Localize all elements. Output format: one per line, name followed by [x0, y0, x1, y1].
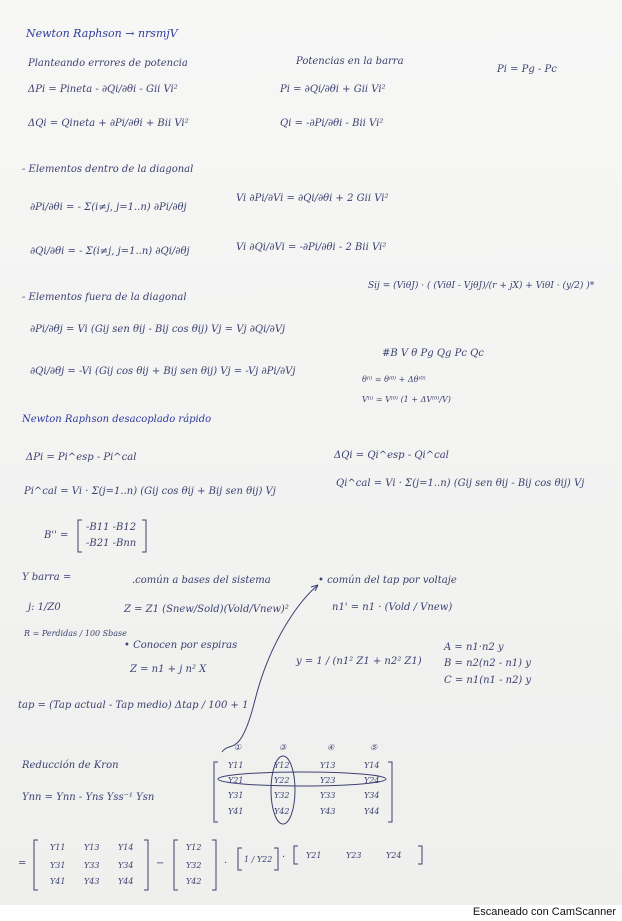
delta-q-equation: ΔQi = Qineta + ∂Pi/∂θi + Bii Vi² [28, 118, 189, 129]
matrix-cell: Y13 [320, 761, 336, 770]
ybarra-label: Y barra = [22, 572, 72, 583]
fd-p-cal: Pi^cal = Vi · Σ(j=1..n) (Gij cos θij + Bij sen θij) Vj [24, 486, 276, 497]
page-title: Newton Raphson → nrsmjV [26, 27, 178, 40]
diagonal-eq4: Vi ∂Qi/∂Vi = -∂Pi/∂θi - 2 Bii Vi² [236, 242, 387, 253]
errors-heading: Planteando errores de potencia [28, 58, 188, 69]
bus-table-header: #B V θ Pg Qg Pc Qc [382, 348, 484, 359]
r-equation: R = Perdidas / 100 Sbase [24, 629, 127, 638]
bus-power-heading: Potencias en la barra [296, 56, 404, 67]
matrix-cell: Y24 [364, 776, 380, 785]
result-cell: Y31 [50, 861, 66, 870]
result-cell: Y34 [118, 861, 134, 870]
result-dot: · [282, 852, 286, 863]
theta-update: θ⁽ⁱ⁾ = θ⁽⁰⁾ + Δθ⁽⁰⁾ [362, 375, 426, 384]
matrix-cell: Y34 [364, 791, 380, 800]
matrix-cell: Y32 [274, 791, 290, 800]
matrix-cell: Y14 [364, 761, 380, 770]
bus-q-equation: Qi = -∂Pi/∂θi - Bii Vi² [280, 118, 384, 129]
result-minus: − [156, 858, 165, 869]
fd-delta-q: ΔQi = Qi^esp - Qi^cal [334, 450, 449, 461]
result-column-cell: Y42 [186, 877, 202, 886]
matrix-cell: Y41 [228, 807, 244, 816]
b-matrix-label: B'' = [44, 530, 69, 541]
a-equation: A = n1·n2 y [444, 642, 504, 653]
diagonal-eq3: Vi ∂Pi/∂Vi = ∂Qi/∂θi + 2 Gii Vi² [236, 193, 389, 204]
b-equation: B = n2(n2 - n1) y [444, 658, 531, 669]
c-equation: C = n1(n1 - n2) y [444, 675, 532, 686]
matrix-cell: Y44 [364, 807, 380, 816]
camscanner-watermark: Escaneado con CamScanner [472, 906, 616, 918]
diagonal-eq1: ∂Pi/∂θi = - Σ(i≠j, j=1..n) ∂Pi/∂θj [30, 202, 187, 213]
sij-equation: Sij = (ViθJ) · ( (ViθI - VjθJ)/(r + jX) + ViθI · (y/2) )* [368, 281, 595, 291]
result-row-cell: Y21 [306, 851, 322, 860]
matrix-cell: Y43 [320, 807, 336, 816]
n1-equation: n1' = n1 · (Vold / Vnew) [332, 602, 453, 613]
voltage-update: V⁽ⁱ⁾ = V⁽⁰⁾ (1 + ΔV⁽⁰⁾/V) [362, 395, 451, 404]
known-turns-note: • Conocen por espiras [124, 640, 238, 651]
kron-col-mark-3: ④ [327, 743, 335, 752]
common-base-note: .común a bases del sistema [132, 575, 271, 586]
b-matrix-row-1: -B11 -B12 [86, 522, 137, 533]
fast-decoupled-heading: Newton Raphson desacoplado rápido [22, 414, 212, 425]
result-cell: Y14 [118, 843, 134, 852]
matrix-cell: Y42 [274, 807, 290, 816]
result-inverse: 1 / Y22 [244, 855, 273, 864]
result-row-cell: Y24 [386, 851, 402, 860]
z-base-equation: Z = Z1 (Snew/Sold)(Vold/Vnew)² [124, 604, 289, 615]
y-equation: y = 1 / (n1² Z1 + n2² Z1) [296, 656, 422, 667]
matrix-cell: Y11 [228, 761, 244, 770]
matrix-cell: Y23 [320, 776, 336, 785]
z-turns-equation: Z = n1 + j n² X [130, 664, 207, 675]
matrix-cell: Y12 [274, 761, 290, 770]
result-row-cell: Y23 [346, 851, 362, 860]
result-cell: Y13 [84, 843, 100, 852]
bus-p-equation: Pi = ∂Qi/∂θi + Gii Vi² [280, 84, 386, 95]
kron-heading: Reducción de Kron [22, 760, 119, 771]
diagonal-heading: - Elementos dentro de la diagonal [22, 164, 194, 175]
result-cell: Y41 [50, 877, 66, 886]
result-column-cell: Y12 [186, 843, 202, 852]
result-cell: Y33 [84, 861, 100, 870]
common-tap-note: • común del tap por voltaje [318, 575, 457, 586]
result-cell: Y44 [118, 877, 134, 886]
result-cell: Y11 [50, 843, 66, 852]
delta-p-equation: ΔPi = Pineta - ∂Qi/∂θi - Gii Vi² [28, 84, 178, 95]
kron-col-mark-4: ⑤ [370, 743, 378, 752]
matrix-cell: Y22 [274, 776, 290, 785]
kron-equation: Ynn = Ynn - Yns Yss⁻¹ Ysn [22, 792, 155, 803]
b-matrix-row-2: -B21 -Bnn [86, 538, 137, 549]
result-dot: · [224, 858, 228, 869]
j-equation: j: 1/Z0 [28, 602, 61, 613]
fd-q-cal: Qi^cal = Vi · Σ(j=1..n) (Gij sen θij - Bij cos θij) Vj [336, 478, 585, 489]
diagonal-eq2: ∂Qi/∂θi = - Σ(i≠j, j=1..n) ∂Qi/∂θj [30, 246, 190, 257]
result-column-cell: Y32 [186, 861, 202, 870]
off-diagonal-eq1: ∂Pi/∂θj = Vi (Gij sen θij - Bij cos θij) Vj = Vj ∂Qi/∂Vj [30, 324, 286, 335]
footer-bar [0, 905, 622, 921]
fd-delta-p: ΔPi = Pi^esp - Pi^cal [26, 452, 137, 463]
off-diagonal-heading: - Elementos fuera de la diagonal [22, 292, 187, 303]
kron-col-mark-1: ① [234, 743, 242, 752]
matrix-cell: Y31 [228, 791, 244, 800]
result-equals: = [18, 858, 27, 869]
p-definition: Pi = Pg - Pc [497, 64, 557, 75]
matrix-cell: Y33 [320, 791, 336, 800]
result-cell: Y43 [84, 877, 100, 886]
kron-col-mark-2: ③ [279, 743, 287, 752]
off-diagonal-eq2: ∂Qi/∂θj = -Vi (Gij cos θij + Bij sen θij) Vj = -Vj ∂Pi/∂Vj [30, 366, 296, 377]
tap-equation: tap = (Tap actual - Tap medio) Δtap / 100 + 1 [18, 700, 249, 711]
matrix-cell: Y21 [228, 776, 244, 785]
